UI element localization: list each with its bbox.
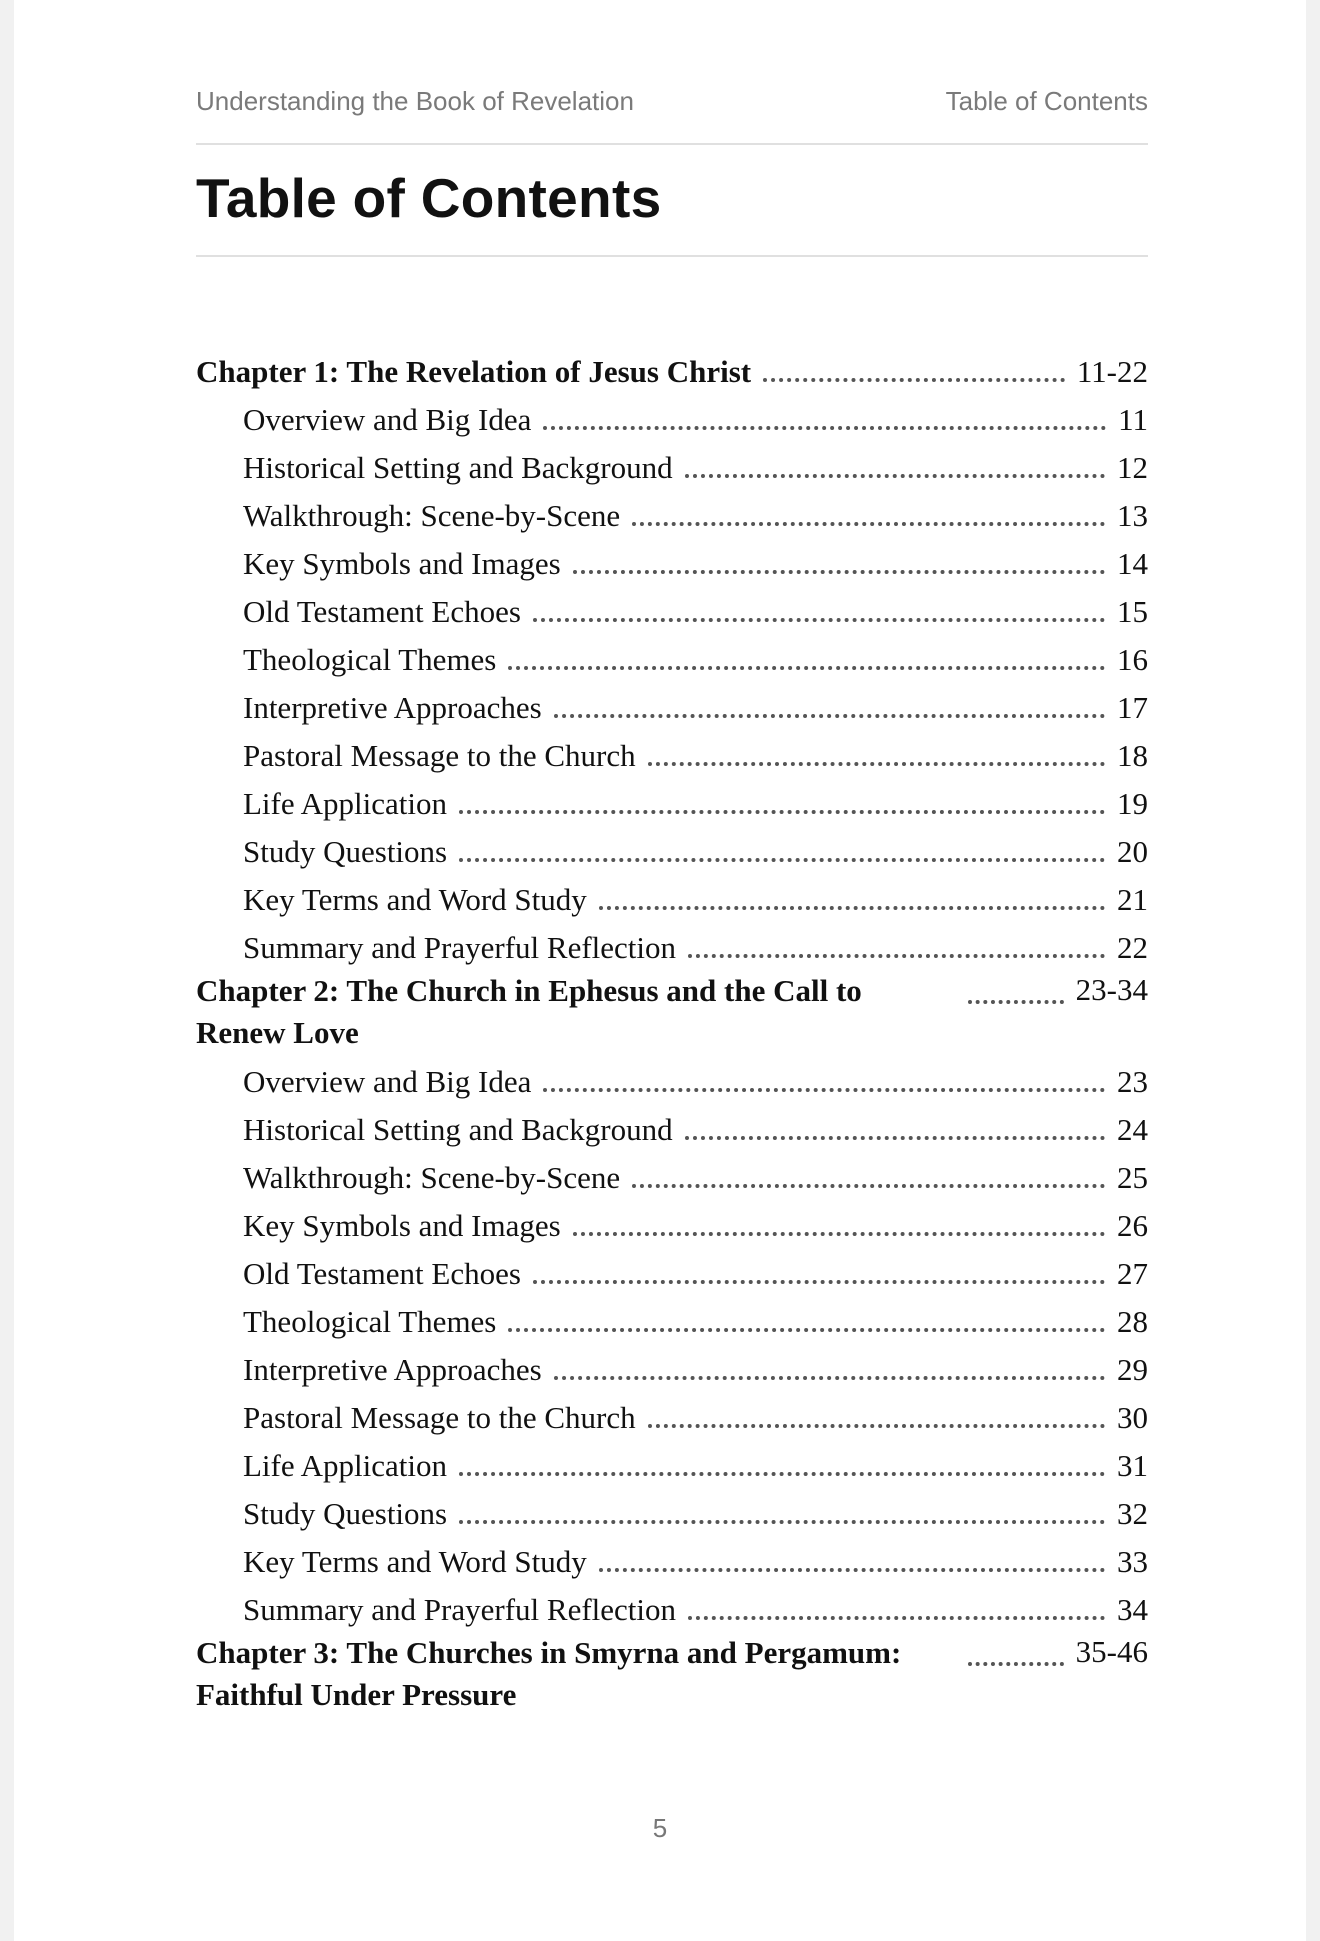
dot-leader [459,858,1105,862]
toc-entry-page: 33 [1117,1544,1148,1579]
toc-chapter-entry[interactable] [196,968,1148,1054]
toc-section-entry[interactable] [196,1534,1148,1582]
toc-entry-label: Pastoral Message to the Church [243,1400,636,1435]
toc-entry-label: Interpretive Approaches [243,690,542,725]
toc-section-entry[interactable] [196,872,1148,920]
dot-leader [573,1232,1105,1236]
toc-section-entry[interactable] [196,1582,1148,1630]
toc-section-entry[interactable] [196,1342,1148,1390]
toc-section-entry[interactable] [196,536,1148,584]
dot-leader [688,1616,1105,1620]
dot-leader [459,810,1105,814]
running-header-book-title: Understanding the Book of Revelation [196,86,634,116]
dot-leader [688,954,1105,958]
toc-entry-label: Chapter 1: The Revelation of Jesus Christ [196,354,752,389]
toc-chapter-entry[interactable] [196,1630,1148,1716]
dot-leader [543,426,1106,430]
toc-section-entry[interactable] [196,488,1148,536]
toc-entry-page: 16 [1117,642,1148,677]
dot-leader [554,714,1105,718]
toc-entry-page: 35-46 [1075,1634,1148,1669]
toc-entry-label: Life Application [243,1448,448,1483]
dot-leader [968,1662,1064,1666]
toc-entry-page: 20 [1117,834,1148,869]
toc-entry-label: Chapter 2: The Church in Ephesus and the Call to Renew Love [196,973,862,1050]
toc-section-entry[interactable] [196,584,1148,632]
toc-entry-label: Summary and Prayerful Reflection [243,1592,677,1627]
toc-entry-page: 31 [1117,1448,1148,1483]
dot-leader [533,1280,1105,1284]
toc-section-entry[interactable] [196,1246,1148,1294]
toc-entry-label: Interpretive Approaches [243,1352,542,1387]
toc-entry-page: 23-34 [1075,972,1148,1007]
toc-entry-label: Overview and Big Idea [243,1064,532,1099]
toc-entry-label: Pastoral Message to the Church [243,738,636,773]
title-divider [196,255,1148,257]
toc-section-entry[interactable] [196,920,1148,968]
toc-entry-page: 15 [1117,594,1148,629]
toc-entry-page: 27 [1117,1256,1148,1291]
dot-leader [685,474,1105,478]
dot-leader [648,1424,1105,1428]
running-header-section-title: Table of Contents [945,86,1148,116]
dot-leader [508,1328,1105,1332]
toc-entry-page: 28 [1117,1304,1148,1339]
toc-entry-label: Chapter 3: The Churches in Smyrna and Pergamum: Faithful Under Pressure [196,1635,902,1712]
toc-entry-page: 18 [1117,738,1148,773]
toc-entry-page: 34 [1117,1592,1148,1627]
toc-entry-label: Overview and Big Idea [243,402,532,437]
toc-section-entry[interactable] [196,632,1148,680]
toc-entry-page: 30 [1117,1400,1148,1435]
toc-entry-label: Walkthrough: Scene-by-Scene [243,1160,621,1195]
page-title: Table of Contents [196,167,662,229]
toc-section-entry[interactable] [196,776,1148,824]
toc-entry-label: Key Terms and Word Study [243,882,587,917]
toc-section-entry[interactable] [196,1486,1148,1534]
toc-entry-label: Historical Setting and Background [243,1112,673,1147]
toc-entry-page: 25 [1117,1160,1148,1195]
toc-entry-page: 29 [1117,1352,1148,1387]
dot-leader [632,522,1105,526]
toc-section-entry[interactable] [196,1054,1148,1102]
toc-entry-page: 26 [1117,1208,1148,1243]
dot-leader [968,1000,1064,1004]
dot-leader [648,762,1105,766]
toc-entry-page: 14 [1117,546,1148,581]
toc-entry-page: 32 [1117,1496,1148,1531]
dot-leader [632,1184,1105,1188]
toc-entry-label: Summary and Prayerful Reflection [243,930,677,965]
toc-section-entry[interactable] [196,728,1148,776]
toc-section-entry[interactable] [196,680,1148,728]
toc-section-entry[interactable] [196,1198,1148,1246]
toc-entry-page: 23 [1117,1064,1148,1099]
toc-entry-page: 11 [1118,402,1148,437]
toc-section-entry[interactable] [196,1438,1148,1486]
toc-section-entry[interactable] [196,1294,1148,1342]
toc-entry-label: Study Questions [243,1496,448,1531]
toc-entry-page: 12 [1117,450,1148,485]
toc-entry-label: Old Testament Echoes [243,594,521,629]
document-page [14,0,1306,1941]
toc-entry-label: Study Questions [243,834,448,869]
dot-leader [599,1568,1105,1572]
dot-leader [573,570,1105,574]
dot-leader [508,666,1105,670]
toc-section-entry[interactable] [196,440,1148,488]
toc-entry-label: Walkthrough: Scene-by-Scene [243,498,621,533]
toc-entry-page: 22 [1117,930,1148,965]
dot-leader [459,1520,1105,1524]
dot-leader [543,1088,1105,1092]
toc-entry-label: Key Symbols and Images [243,546,561,581]
dot-leader [763,378,1065,382]
toc-section-entry[interactable] [196,392,1148,440]
dot-leader [533,618,1105,622]
toc-entry-label: Key Symbols and Images [243,1208,561,1243]
toc-entry-label: Life Application [243,786,448,821]
toc-entry-page: 24 [1117,1112,1148,1147]
toc-entry-page: 13 [1117,498,1148,533]
dot-leader [459,1472,1105,1476]
toc-section-entry[interactable] [196,1150,1148,1198]
dot-leader [599,906,1105,910]
toc-chapter-entry[interactable] [196,342,1148,392]
toc-entry-page: 11-22 [1076,354,1148,389]
header-divider [196,143,1148,145]
running-header [196,86,1148,117]
toc-entry-page: 17 [1117,690,1148,725]
dot-leader [554,1376,1105,1380]
toc-entry-label: Theological Themes [243,642,497,677]
toc-entry-page: 21 [1117,882,1148,917]
toc-entry-label: Old Testament Echoes [243,1256,521,1291]
table-of-contents [196,342,1148,1716]
dot-leader [685,1136,1105,1140]
page-number: 5 [652,1813,668,1843]
toc-entry-page: 19 [1117,786,1148,821]
toc-section-entry[interactable] [196,1102,1148,1150]
toc-entry-label: Key Terms and Word Study [243,1544,587,1579]
toc-section-entry[interactable] [196,824,1148,872]
toc-entry-label: Historical Setting and Background [243,450,673,485]
toc-section-entry[interactable] [196,1390,1148,1438]
toc-entry-label: Theological Themes [243,1304,497,1339]
